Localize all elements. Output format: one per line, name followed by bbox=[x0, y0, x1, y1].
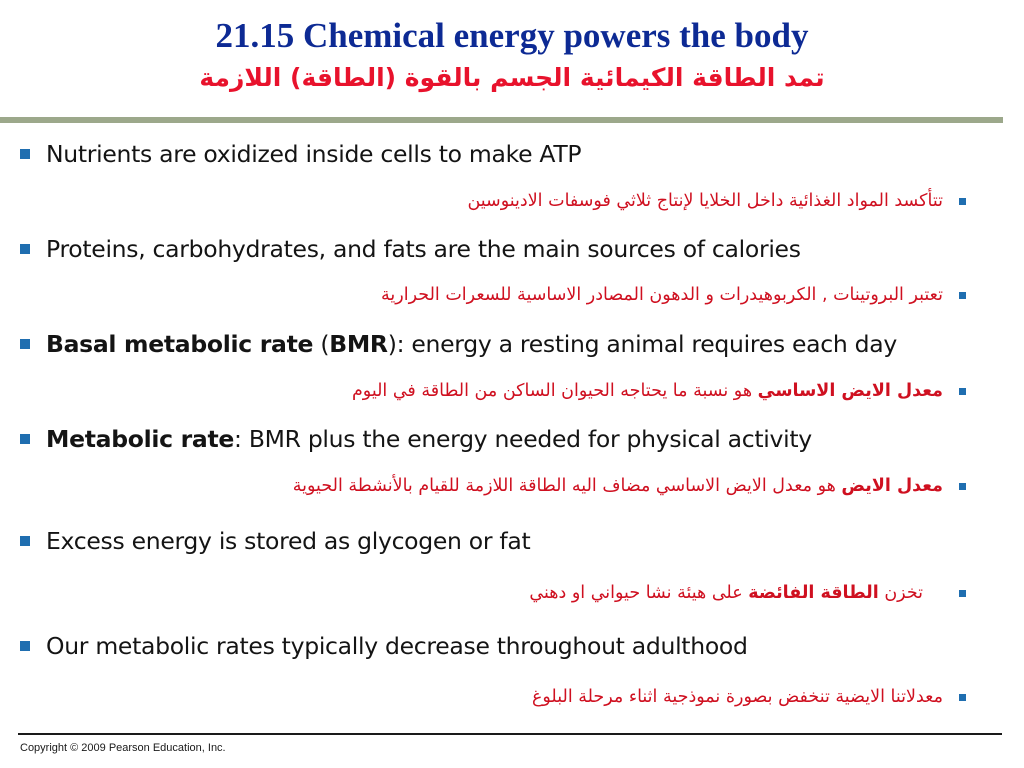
term-ar: الطاقة الفائضة bbox=[748, 583, 879, 603]
square-bullet-icon bbox=[959, 694, 966, 701]
bullet-en-text: Proteins, carbohydrates, and fats are the main sources of calories bbox=[46, 235, 801, 263]
title-divider bbox=[0, 117, 1003, 123]
bullet-ar-2 bbox=[40, 280, 966, 310]
bullet-en-text: Our metabolic rates typically decrease throughout adulthood bbox=[46, 632, 748, 660]
bullet-ar-4 bbox=[40, 471, 966, 501]
bullet-ar-text: معدلاتنا الايضية تنخفض بصورة نموذجية اثناء مرحلة البلوغ bbox=[531, 687, 943, 707]
bullet-en-1 bbox=[14, 137, 1004, 171]
term-bmr: BMR bbox=[329, 330, 388, 358]
square-bullet-icon bbox=[959, 292, 966, 299]
definition-ar: على هيئة نشا حيواني او دهني bbox=[529, 583, 749, 603]
bullet-ar-text bbox=[352, 381, 943, 401]
bullet-en-2 bbox=[14, 232, 1004, 266]
term-ar: معدل الايض الاساسي bbox=[757, 381, 943, 401]
term-metabolic-rate: Metabolic rate bbox=[46, 425, 235, 453]
term-basal-metabolic-rate: Basal metabolic rate bbox=[46, 330, 314, 358]
square-bullet-icon bbox=[959, 388, 966, 395]
square-bullet-icon bbox=[20, 641, 30, 651]
bullet-ar-1 bbox=[40, 186, 966, 216]
square-bullet-icon bbox=[959, 590, 966, 597]
square-bullet-icon bbox=[959, 198, 966, 205]
square-bullet-icon bbox=[20, 339, 30, 349]
bullet-en-text bbox=[46, 425, 812, 453]
square-bullet-icon bbox=[20, 434, 30, 444]
bullet-ar-text bbox=[529, 583, 923, 603]
bullet-ar-5 bbox=[40, 578, 966, 608]
copyright-notice: Copyright © 2009 Pearson Education, Inc. bbox=[20, 742, 226, 754]
bullet-en-4 bbox=[14, 422, 1004, 456]
square-bullet-icon bbox=[20, 244, 30, 254]
bullet-ar-6 bbox=[40, 682, 966, 712]
bullet-ar-3 bbox=[40, 376, 966, 406]
square-bullet-icon bbox=[959, 483, 966, 490]
slide-title: 21.15 Chemical energy powers the body bbox=[215, 16, 809, 55]
square-bullet-icon bbox=[20, 149, 30, 159]
slide-subtitle-arabic: تمد الطاقة الكيمائية الجسم بالقوة (الطاقة) اللازمة bbox=[199, 63, 825, 92]
bullet-en-text: Nutrients are oxidized inside cells to make ATP bbox=[46, 140, 582, 168]
paren-open: ( bbox=[313, 330, 330, 358]
footer-divider bbox=[18, 733, 1002, 735]
bullet-en-3 bbox=[14, 327, 1004, 361]
bullet-en-5 bbox=[14, 524, 1004, 558]
bullet-ar-text: تتأكسد المواد الغذائية داخل الخلايا لإنتاج ثلاثي فوسفات الادينوسين bbox=[467, 191, 943, 211]
definition-text: ): energy a resting animal requires each day bbox=[387, 330, 897, 358]
bullet-en-6 bbox=[14, 629, 1004, 663]
bullet-en-text: Excess energy is stored as glycogen or fat bbox=[46, 527, 531, 555]
bullet-ar-text bbox=[293, 476, 943, 496]
bullet-en-text bbox=[46, 330, 897, 358]
square-bullet-icon bbox=[20, 536, 30, 546]
lead-ar: تخزن bbox=[878, 583, 923, 603]
definition-ar: هو معدل الايض الاساسي مضاف اليه الطاقة اللازمة للقيام بالأنشطة الحيوية bbox=[292, 476, 842, 496]
bullet-ar-text: تعتبر البروتينات , الكربوهيدرات و الدهون المصادر الاساسية للسعرات الحرارية bbox=[381, 285, 943, 305]
definition-ar: هو نسبة ما يحتاجه الحيوان الساكن من الطاقة في اليوم bbox=[351, 381, 758, 401]
definition-text: : BMR plus the energy needed for physical activity bbox=[234, 425, 812, 453]
term-ar: معدل الايض bbox=[841, 476, 943, 496]
